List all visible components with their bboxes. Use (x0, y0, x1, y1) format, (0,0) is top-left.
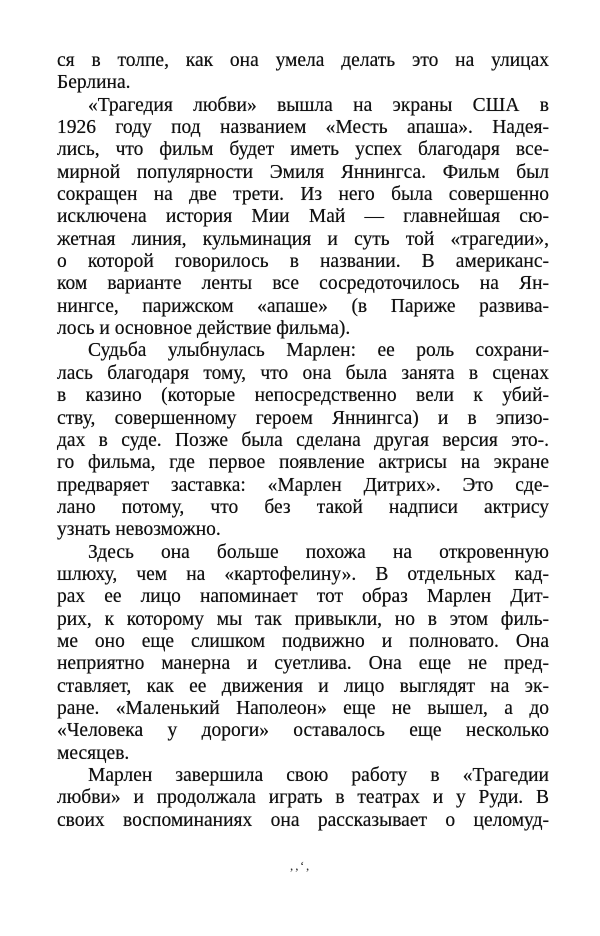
text-line: месяцев. (57, 742, 130, 764)
text-line: сокращен на две трети. Из него была совершенно (57, 184, 549, 206)
text-line: лано потому, что без такой надписи актрису (57, 496, 549, 518)
text-line: лась благодаря тому, что она была занята в сценах (57, 362, 549, 384)
text-line: «Трагедия любви» вышла на экраны США в (88, 94, 549, 116)
page-body-text (57, 50, 549, 832)
text-line: лось и основное действие фильма). (57, 318, 351, 340)
page-number: ‚‚ʻ‚ (289, 858, 311, 873)
text-line: 1926 году под названием «Месть апаша». Надея- (57, 117, 549, 139)
text-line: предваряет заставка: «Марлен Дитрих». Это сде- (57, 474, 549, 496)
text-line: лись, что фильм будет иметь успех благодаря все- (57, 139, 549, 161)
text-line: нингсе, парижском «апаше» (в Париже развива- (57, 295, 549, 317)
text-line: Здесь она больше похожа на откровенную (88, 541, 549, 563)
text-line: ся в толпе, как она умела делать это на улицах (57, 50, 549, 71)
text-line: рих, к которому мы так привыкли, но в этом филь- (57, 608, 549, 630)
text-line: жетная линия, кульминация и суть той «трагедии», (57, 228, 549, 250)
text-line: шлюху, чем на «картофелину». В отдельных кад- (57, 563, 549, 585)
text-line: ству, совершенному героем Яннингса) и в эпизо- (57, 407, 549, 429)
text-line: исключена история Мии Май — главнейшая сю- (57, 206, 549, 228)
text-line: ме оно еще слишком подвижно и полновато. Она (57, 630, 549, 652)
text-line: Судьба улыбнулась Марлен: ее роль сохрани- (88, 340, 549, 362)
text-line: в казино (которые непосредственно вели к убий- (57, 385, 549, 407)
text-line: узнать невозможно. (57, 519, 221, 541)
text-line: ком варианте ленты все сосредоточилось на Ян- (57, 273, 549, 295)
text-line: ране. «Маленький Наполеон» еще не вышел, а до (57, 697, 549, 719)
text-line: ставляет, как ее движения и лицо выглядят на эк- (57, 675, 549, 697)
text-line: Марлен завершила свою работу в «Трагедии (88, 765, 549, 786)
text-line: рах ее лицо напоминает тот образ Марлен Дит- (57, 586, 549, 608)
text-line: любви» и продолжала играть в театрах и у Руди. В (57, 787, 549, 809)
text-line: мирной популярности Эмиля Яннингса. Фильм был (57, 161, 549, 183)
text-line: неприятно манерна и суетлива. Она еще не пред- (57, 653, 549, 675)
text-line: го фильма, где первое появление актрисы на экране (57, 452, 549, 474)
text-line: дах в суде. Позже была сделана другая версия это-. (57, 429, 549, 451)
text-line: о которой говорилось в названии. В американс- (57, 251, 549, 273)
text-line: своих воспоминаниях она рассказывает о целомуд- (57, 809, 549, 831)
text-line: Берлина. (57, 72, 131, 94)
text-line: «Человека у дороги» оставалось еще несколько (57, 720, 549, 742)
